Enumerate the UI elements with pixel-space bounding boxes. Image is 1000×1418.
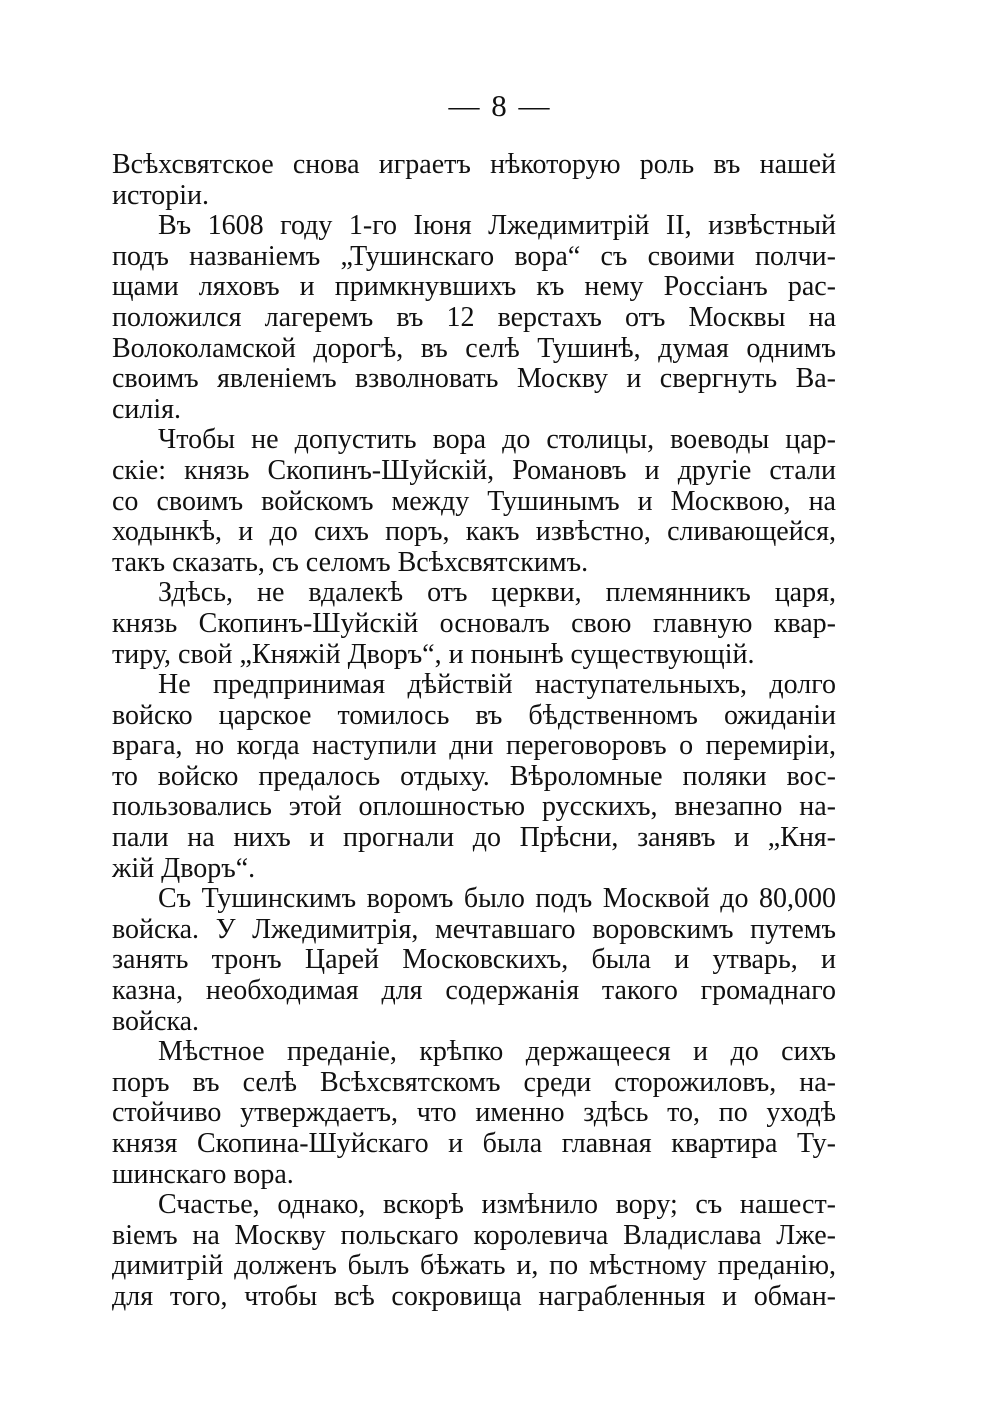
text-line: казна, необходимая для содержанія такого громаднаго: [112, 975, 836, 1007]
paragraph: [112, 578, 836, 670]
text-line: жій Дворъ“.: [112, 852, 256, 884]
text-line: князя Скопина-Шуйскаго и была главная квартира Ту-: [112, 1128, 836, 1159]
text-line: димитрій долженъ былъ бѣжать и, по мѣстному преданію,: [112, 1250, 836, 1282]
page-body-text: [112, 150, 836, 1313]
text-line: тиру, свой „Княжій Дворъ“, и понынѣ существующій.: [112, 638, 755, 670]
text-line: такъ сказать, съ селомъ Всѣхсвятскимъ.: [112, 546, 589, 578]
paragraph: [112, 211, 836, 425]
text-line: пали на нихъ и прогнали до Прѣсни, занявъ и „Кня-: [112, 822, 836, 854]
text-line: для того, чтобы всѣ сокровища награбленныя и обман-: [112, 1280, 836, 1312]
text-line: князь Скопинъ-Шуйскій основалъ свою главную квар-: [112, 607, 836, 639]
text-line: со своимъ войскомъ между Тушинымъ и Москвою, на: [112, 485, 836, 517]
text-line: ходынкѣ, и до сихъ поръ, какъ извѣстно, сливающейся,: [112, 516, 836, 548]
text-line: своимъ явленіемъ взволновать Москву и свергнуть Ва-: [112, 363, 836, 395]
text-line: положился лагеремъ въ 12 верстахъ отъ Москвы на: [112, 301, 836, 333]
text-line: щами ляховъ и примкнувшихъ къ нему Россіанъ рас-: [112, 271, 836, 303]
text-line: Счастье, однако, вскорѣ измѣнило вору; съ нашест-: [158, 1189, 836, 1221]
text-line: Волоколамской дорогѣ, въ селѣ Тушинѣ, думая однимъ: [112, 332, 836, 364]
text-line: силія.: [112, 393, 182, 425]
text-line: Не предпринимая дѣйствій наступательныхъ, долго: [158, 669, 836, 701]
text-line: шинскаго вора.: [112, 1158, 294, 1190]
text-line: Съ Тушинскимъ воромъ было подъ Москвой до 80,000: [158, 883, 836, 915]
text-line: Въ 1608 году 1-го Іюня Лжедимитрій II, извѣстный: [158, 210, 836, 242]
text-line: поръ въ селѣ Всѣхсвятскомъ среди сторожиловъ, на-: [112, 1066, 836, 1098]
text-line: Здѣсь, не вдалекѣ отъ церкви, племянникъ царя,: [158, 577, 836, 609]
text-line: войска.: [112, 1005, 200, 1037]
text-line: подъ названіемъ „Тушинскаго вора“ съ своими полчи-: [112, 240, 836, 272]
page-number: — 8 —: [448, 88, 552, 123]
paragraph: [112, 1037, 836, 1190]
text-line: войска. У Лжедимитрія, мечтавшаго воровскимъ путемъ: [112, 913, 836, 945]
text-line: Чтобы не допустить вора до столицы, воеводы цар-: [158, 424, 836, 456]
paragraph: [112, 150, 836, 211]
text-line: Всѣхсвятское снова играетъ нѣкоторую роль въ нашей: [112, 149, 836, 180]
text-line: войско царское томилось въ бѣдственномъ ожиданіи: [112, 699, 836, 731]
text-line: врага, но когда наступили дни переговоровъ о перемиріи,: [112, 730, 836, 762]
paragraph: [112, 884, 836, 1037]
text-line: пользовались этой оплошностью русскихъ, внезапно на-: [112, 791, 836, 823]
text-line: стойчиво утверждаетъ, что именно здѣсь то, по уходѣ: [112, 1097, 836, 1129]
text-line: то войско предалось отдыху. Вѣроломные поляки вос-: [112, 760, 836, 792]
paragraph: [112, 1190, 836, 1312]
paragraph: [112, 425, 836, 578]
text-line: віемъ на Москву польскаго королевича Владислава Лже-: [112, 1219, 836, 1251]
text-line: Мѣстное преданіе, крѣпко держащееся и до сихъ: [158, 1036, 836, 1068]
text-line: исторіи.: [112, 179, 210, 211]
paragraph: [112, 670, 836, 884]
text-line: занять тронъ Царей Московскихъ, была и утварь, и: [112, 944, 836, 976]
text-line: скіе: князь Скопинъ-Шуйскій, Романовъ и другіе стали: [112, 454, 836, 486]
